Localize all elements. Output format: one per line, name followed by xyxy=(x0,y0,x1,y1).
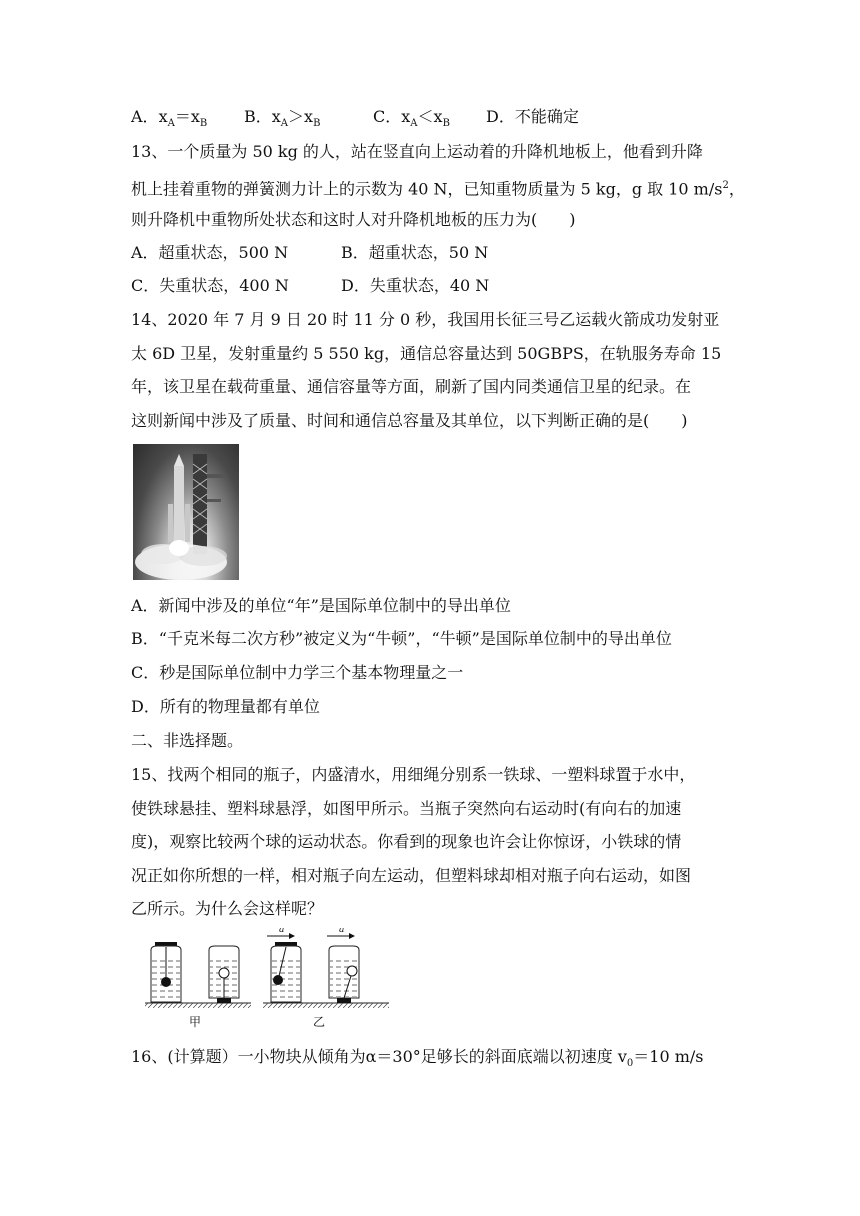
bottle-jia-iron-ball xyxy=(151,942,181,1002)
q15-line-2: 使铁球悬挂、塑料球悬浮，如图甲所示。当瓶子突然向右运动时(有向右的加速 xyxy=(131,799,682,818)
q15-line-1: 15、找两个相同的瓶子，内盛清水，用细绳分别系一铁球、一塑料球置于水中， xyxy=(131,765,696,784)
q12-option-d: D．不能确定 xyxy=(486,107,579,126)
q15-line-5: 乙所示。为什么会这样呢？ xyxy=(131,899,324,918)
q13-line-3: 则升降机中重物所处状态和这时人对升降机地板的压力为( ) xyxy=(131,210,576,229)
q13-options-ab xyxy=(131,243,488,263)
q12-option-b: B．$x_A>x_B$ xyxy=(244,107,321,130)
q15-line-4: 况正如你所想的一样，相对瓶子向左运动，但塑料球却相对瓶子向右运动，如图 xyxy=(131,866,692,885)
rocket-launch-image xyxy=(133,444,239,580)
q13-line-1: 13、一个质量为 50 kg 的人，站在竖直向上运动着的升降机地板上，他看到升降 xyxy=(131,142,703,161)
q13-option-d: D．失重状态，40 N xyxy=(341,276,490,295)
section-heading: 二、非选择题。 xyxy=(131,731,244,750)
bottle-yi-plastic-ball xyxy=(327,928,359,1003)
q16-line-1: 16、(计算题）一小物块从倾角为α＝30°足够长的斜面底端以初速度 $v_0=10$ m/s xyxy=(131,1047,704,1070)
q13-option-a: A．超重状态，500 N xyxy=(131,243,289,262)
q14-line-1: 14、2020 年 7 月 9 日 20 时 11 分 0 秒，我国用长征三号乙运载火箭成功发射亚 xyxy=(131,310,720,329)
q13-option-c: C．失重状态，400 N xyxy=(131,276,289,295)
iron-ball-icon xyxy=(161,977,171,987)
bottles-figure xyxy=(143,928,393,1034)
accel-label-1: a xyxy=(279,928,285,935)
rocket-launch-photo xyxy=(133,444,239,580)
bottle-jia-plastic-ball xyxy=(209,946,239,1003)
ground-yi xyxy=(263,1003,389,1008)
q12-options xyxy=(131,107,579,134)
q14-option-c: C．秒是国际单位制中力学三个基本物理量之一 xyxy=(131,663,464,682)
plastic-ball-icon xyxy=(347,966,357,976)
accel-label-2: a xyxy=(339,928,345,935)
q14-option-b: B．“千克米每二次方秒”被定义为“牛顿”，“牛顿”是国际单位制中的导出单位 xyxy=(131,629,672,648)
figure-label-yi: 乙 xyxy=(313,1015,326,1029)
q13-line-2: 机上挂着重物的弹簧测力计上的示数为 40 N，已知重物质量为 5 kg，g 取 10 $m/s^2$， xyxy=(131,179,745,199)
ground-jia xyxy=(145,1003,251,1008)
q13-options-cd xyxy=(131,276,489,296)
q12-option-a: A．$x_A=x_B$ xyxy=(131,107,208,130)
q15-line-3: 度)，观察比较两个球的运动状态。你看到的现象也许会让你惊讶，小铁球的情 xyxy=(131,832,682,851)
bottle-yi-iron-ball xyxy=(267,928,301,1002)
figure-label-jia: 甲 xyxy=(189,1015,202,1029)
q14-line-2: 太 6D 卫星，发射重量约 5 550 kg，通信总容量达到 50GBPS，在轨服务寿命 15 xyxy=(131,344,722,363)
plastic-ball-icon xyxy=(219,968,229,978)
q14-option-d: D．所有的物理量都有单位 xyxy=(131,697,320,716)
q14-option-a: A．新闻中涉及的单位“年”是国际单位制中的导出单位 xyxy=(131,596,511,615)
iron-ball-icon xyxy=(273,975,283,985)
q13-option-b: B．超重状态，50 N xyxy=(341,243,489,262)
q14-line-3: 年，该卫星在载荷重量、通信容量等方面，刷新了国内同类通信卫星的纪录。在 xyxy=(131,377,692,396)
q12-option-c: C．$x_A<x_B$ xyxy=(373,107,450,130)
q14-line-4: 这则新闻中涉及了质量、时间和通信总容量及其单位，以下判断正确的是( ) xyxy=(131,411,688,430)
